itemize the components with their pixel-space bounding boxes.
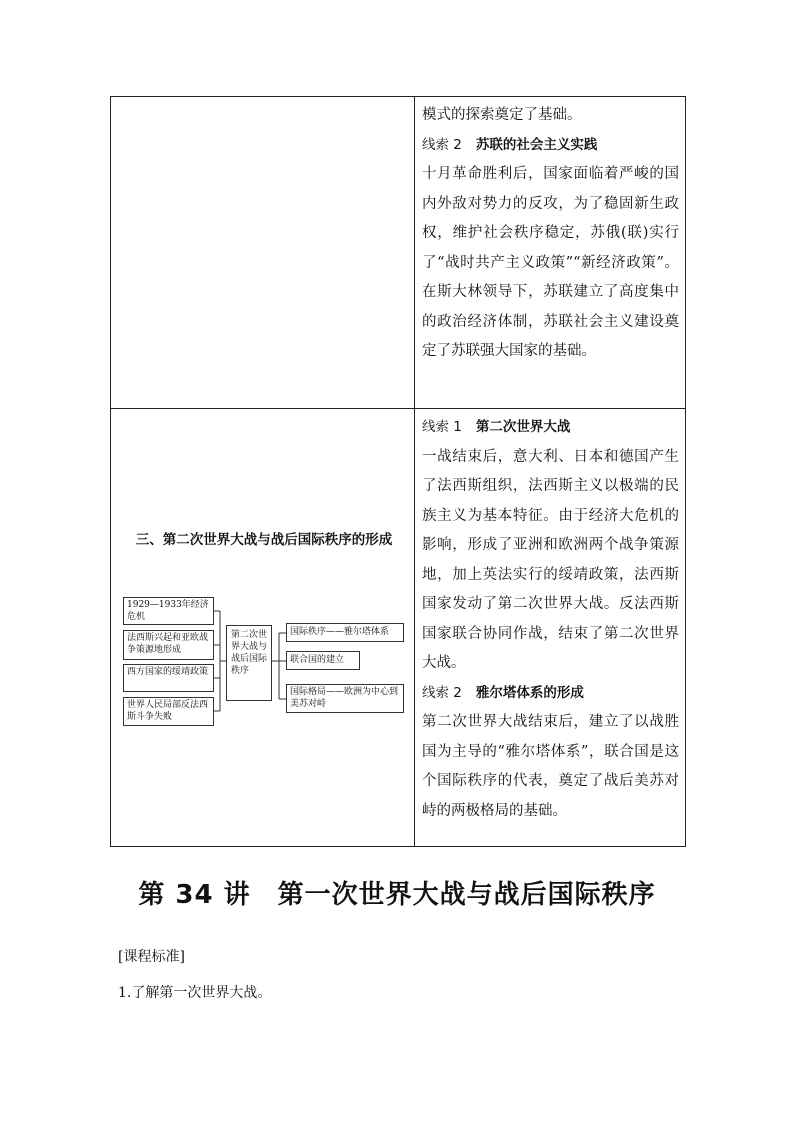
- clue-label: 线索 1: [422, 419, 462, 435]
- clue-heading: [422, 413, 679, 443]
- cause-box: 法西斯兴起和亚欧战争策源地形成: [123, 630, 214, 660]
- cause-box: 1929—1933年经济危机: [123, 597, 214, 625]
- summary-table: [110, 96, 686, 847]
- result-box: 联合国的建立: [286, 651, 360, 670]
- row2-right-cell: [415, 409, 686, 847]
- clue-label: 线索 2: [422, 136, 462, 153]
- clue-heading: [422, 131, 679, 161]
- row1-right-cell: [415, 97, 686, 409]
- clue-heading: [422, 679, 679, 709]
- lecture-heading: 第 34 讲 第一次世界大战与战后国际秩序: [138, 880, 656, 910]
- table-row: [111, 97, 686, 409]
- result-box: 国际格局——欧洲为中心到美苏对峙: [286, 684, 404, 713]
- clue-paragraph: 第二次世界大战结束后，建立了以战胜国为主导的“雅尔塔体系”，联合国是这个国际秩序的代表，奠定了战后美苏对峙的两极格局的基础。: [422, 714, 679, 819]
- result-box: 国际秩序——雅尔塔体系: [286, 623, 404, 642]
- table-row: [111, 409, 686, 847]
- continuation-text: 模式的探索奠定了基础。: [422, 107, 582, 123]
- clue-title: 雅尔塔体系的形成: [475, 684, 584, 701]
- clue-label: 线索 2: [422, 684, 462, 701]
- concept-diagram: [121, 595, 411, 735]
- clue-title: 苏联的社会主义实践: [475, 136, 598, 153]
- standard-item: 1.了解第一次世界大战。: [118, 985, 272, 1001]
- clue-paragraph: 一战结束后，意大利、日本和德国产生了法西斯组织，法西斯主义以极端的民族主义为基本特征。由于经济大危机的影响，形成了亚洲和欧洲两个战争策源地，加上英法实行的绥靖政策，法西斯国家发动了第二次世界大战。反法西斯国家联合协同作战，结束了第二次世界大战。: [422, 448, 679, 671]
- cause-box: 西方国家的绥靖政策: [123, 664, 214, 692]
- cause-box: 世界人民局部反法西斯斗争失败: [123, 697, 214, 726]
- course-standard-label: [课程标准]: [118, 949, 185, 965]
- center-box: 第二次世界大战与战后国际秩序: [226, 625, 272, 701]
- clue-paragraph: 十月革命胜利后，国家面临着严峻的国内外敌对势力的反攻，为了稳固新生政权，维护社会秩序稳定，苏俄(联)实行了“战时共产主义政策”“新经济政策”。在斯大林领导下，苏联建立了高度集中的政治经济体制，苏联社会主义建设奠定了苏联强大国家的基础。: [422, 166, 679, 359]
- row1-left-cell: [111, 97, 415, 409]
- clue-title: 第二次世界大战: [475, 419, 571, 435]
- row2-left-cell: [111, 409, 415, 847]
- section-title: 三、第二次世界大战与战后国际秩序的形成: [135, 532, 393, 548]
